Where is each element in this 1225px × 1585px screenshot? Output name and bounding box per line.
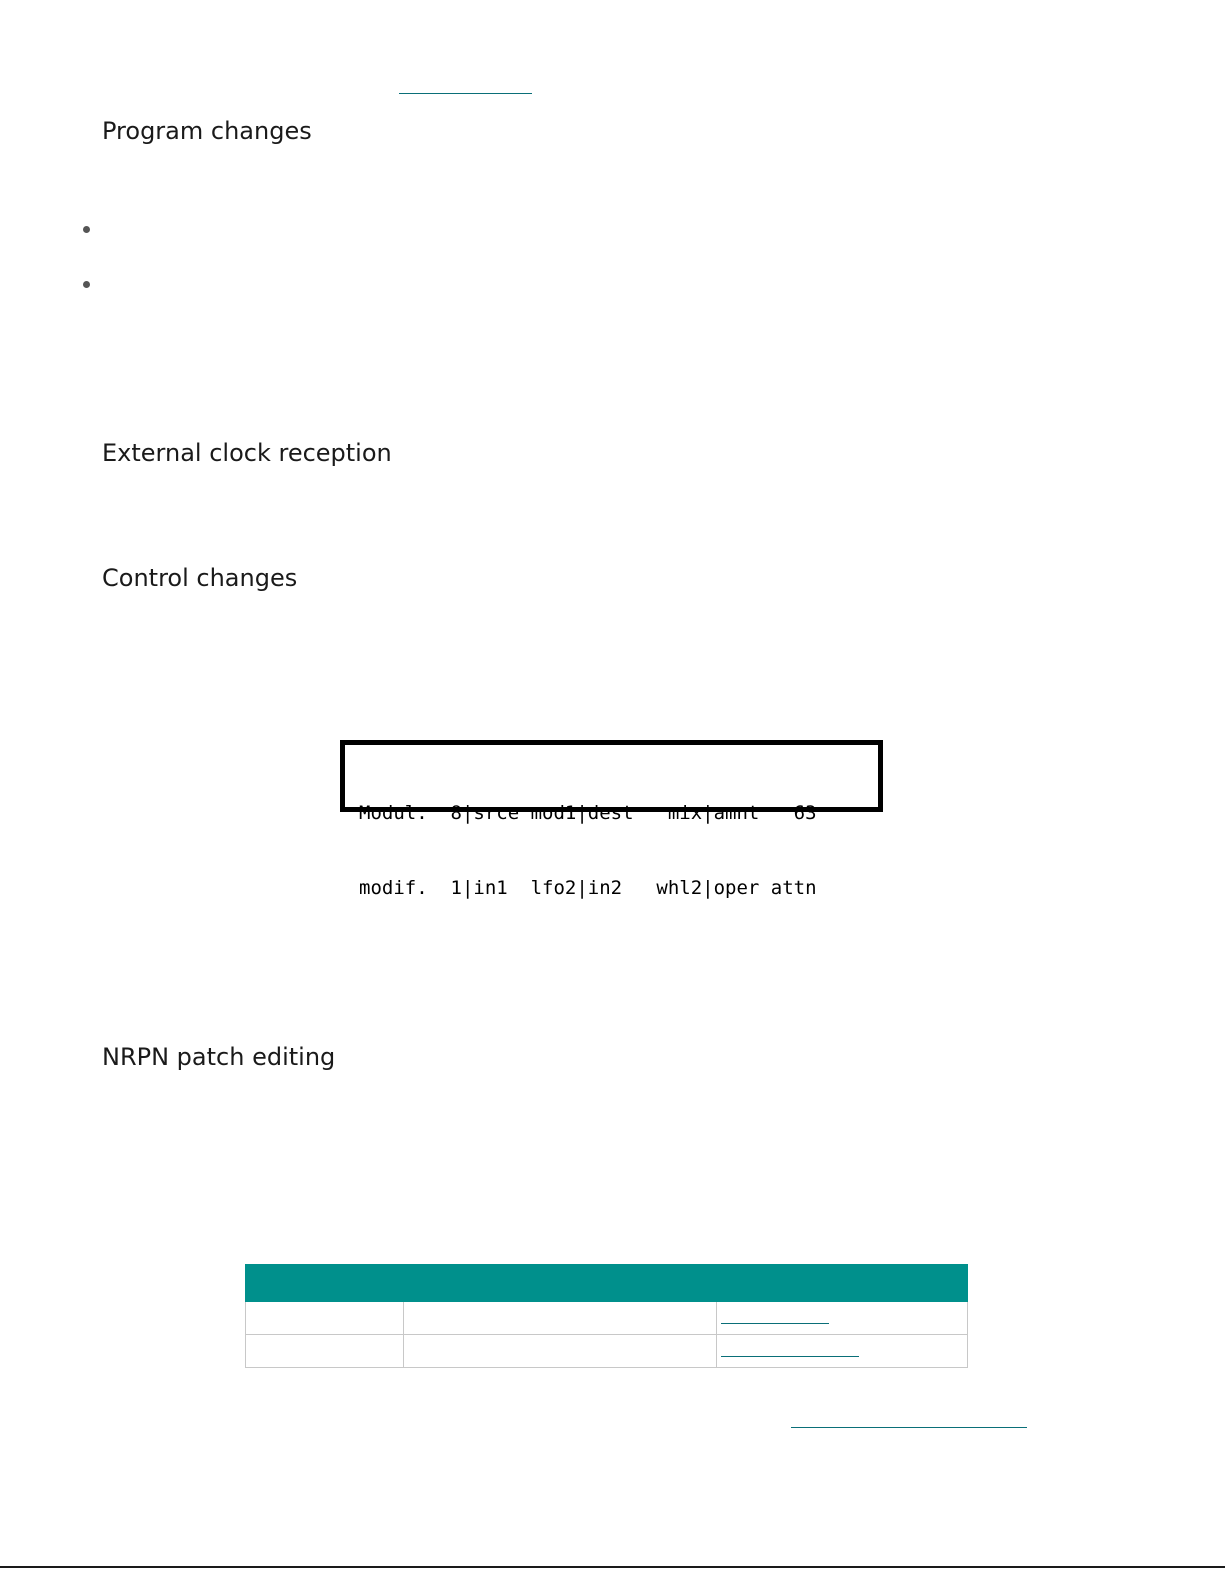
table-row xyxy=(246,1335,968,1368)
nrpn-table xyxy=(245,1264,968,1368)
link-underline-top[interactable] xyxy=(399,93,532,94)
list-bullet xyxy=(83,281,90,288)
table-link[interactable] xyxy=(721,1309,829,1324)
heading-external-clock: External clock reception xyxy=(102,439,392,467)
table-cell xyxy=(246,1302,404,1335)
table-cell xyxy=(404,1302,717,1335)
lcd-line-2: modif. 1|in1 lfo2|in2 whl2|oper attn xyxy=(359,877,817,899)
link-underline-bottom[interactable] xyxy=(791,1427,1027,1428)
table-header-cell xyxy=(404,1265,717,1302)
table-header-row xyxy=(246,1265,968,1302)
page-bottom-rule xyxy=(0,1566,1225,1568)
table-link[interactable] xyxy=(721,1342,859,1357)
heading-control-changes: Control changes xyxy=(102,564,298,592)
table-cell-link[interactable] xyxy=(717,1302,968,1335)
list-bullet xyxy=(83,226,90,233)
lcd-line-1: Modul. 8|srce mod1|dest mix|amnt 63 xyxy=(359,802,817,824)
table-header-cell xyxy=(246,1265,404,1302)
table-cell-link[interactable] xyxy=(717,1335,968,1368)
heading-program-changes: Program changes xyxy=(102,117,312,145)
lcd-display xyxy=(340,740,883,899)
table-cell xyxy=(246,1335,404,1368)
heading-nrpn-editing: NRPN patch editing xyxy=(102,1043,336,1071)
table-row xyxy=(246,1302,968,1335)
table-cell xyxy=(404,1335,717,1368)
table-header-cell xyxy=(717,1265,968,1302)
